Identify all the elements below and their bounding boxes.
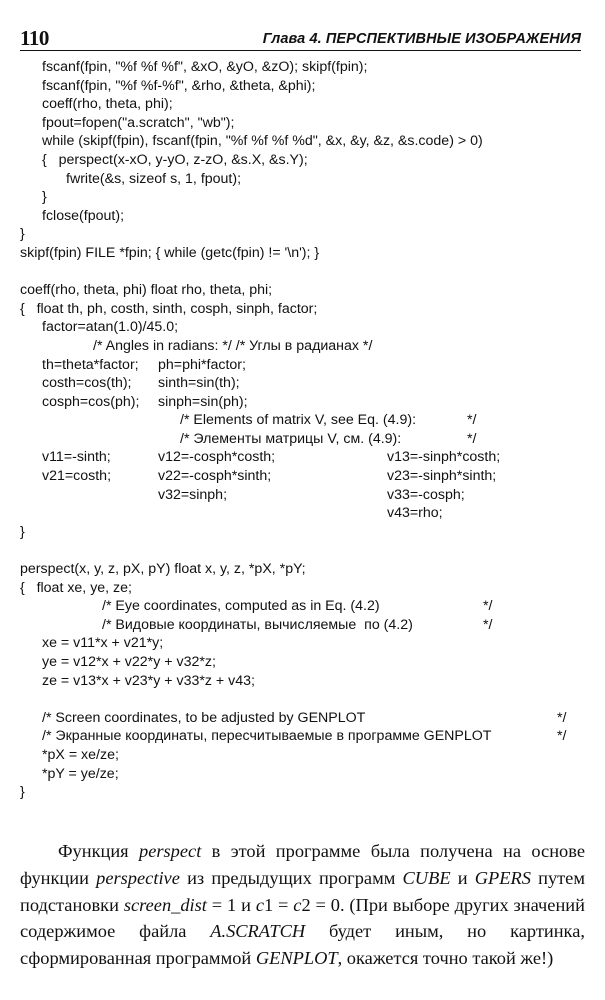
code-text: sinth=sin(th); <box>158 375 240 392</box>
code-line <box>20 58 590 77</box>
code-line <box>20 523 590 542</box>
code-text: cosph=cos(ph); <box>42 393 140 410</box>
code-text: ze = v13*x + v23*y + v33*z + v43; <box>42 672 255 689</box>
paragraph-text: Функция <box>58 841 139 862</box>
code-line <box>20 467 590 486</box>
blank-line <box>20 263 590 282</box>
code-line <box>20 393 590 412</box>
code-text: /* Видовые координаты, вычисляемые по (4.2) <box>102 616 413 633</box>
code-text: xe = v11*x + v21*y; <box>42 635 164 652</box>
code-text: */ <box>467 430 477 447</box>
paragraph-text: = 1 и <box>206 894 256 915</box>
code-text: /* Eye coordinates, computed as in Eq. (4.2) <box>102 598 380 615</box>
code-line <box>20 727 590 746</box>
code-text: v23=-sinph*sinth; <box>387 468 497 485</box>
code-line <box>20 709 590 728</box>
paragraph-text: из предыдущих программ <box>179 867 403 888</box>
code-text: /* Экранные координаты, пересчитываемые в программе GENPLOT <box>42 728 492 745</box>
code-text: factor=atan(1.0)/45.0; <box>42 319 179 336</box>
italic-term: perspective <box>96 867 180 888</box>
code-line <box>20 597 590 616</box>
code-line <box>20 765 590 784</box>
code-text: { float xe, ye, ze; <box>20 579 132 596</box>
code-text: th=theta*factor; <box>42 356 139 373</box>
code-line <box>20 579 590 598</box>
code-text: *pX = xe/ze; <box>42 746 119 763</box>
code-text: coeff(rho, theta, phi); <box>42 96 173 113</box>
code-text: ye = v12*x + v22*y + v32*z; <box>42 654 216 670</box>
code-text: sinph=sin(ph); <box>158 393 248 410</box>
code-text: { perspect(x-xO, y-yO, z-zO, &s.X, &s.Y); <box>42 151 308 168</box>
code-line <box>20 616 590 635</box>
code-listing <box>20 58 590 802</box>
paragraph-text: будет иным, но картинка, сформированная программой <box>20 921 585 968</box>
code-line <box>20 783 590 802</box>
code-line <box>20 77 590 96</box>
paragraph-text: и <box>450 867 475 888</box>
code-line <box>20 225 590 244</box>
code-text: v21=costh; <box>42 468 112 485</box>
code-line <box>20 188 590 207</box>
code-line <box>20 132 590 151</box>
code-line <box>20 151 590 170</box>
code-line <box>20 672 590 691</box>
code-text: v33=-cosph; <box>387 486 465 503</box>
running-header <box>20 26 581 52</box>
code-line <box>20 244 590 263</box>
blank-line <box>20 541 590 560</box>
italic-term: A.SCRATCH <box>210 921 306 942</box>
paragraph-text: в этой программе была получена на основе функции <box>20 841 585 888</box>
code-text: fpout=fopen("a.scratch", "wb"); <box>42 114 235 131</box>
code-text: */ <box>557 728 567 745</box>
code-text: } <box>42 189 47 206</box>
code-line <box>20 486 590 505</box>
code-line <box>20 95 590 114</box>
code-line <box>20 653 590 672</box>
italic-term: c <box>255 894 264 915</box>
code-text: ph=phi*factor; <box>158 356 246 373</box>
code-text: fscanf(fpin, "%f %f %f", &xO, &yO, &zO); skipf(fpin); <box>42 59 368 75</box>
code-text: */ <box>467 412 477 429</box>
code-text: } <box>20 784 25 801</box>
italic-term: c <box>293 894 302 915</box>
code-text: perspect(x, y, z, pX, pY) float x, y, z, *pX, *pY; <box>20 561 306 578</box>
code-text: /* Элементы матрицы V, см. (4.9): <box>180 430 402 447</box>
code-line <box>20 504 590 523</box>
code-line <box>20 207 590 226</box>
chapter-title: Глава 4. ПЕРСПЕКТИВНЫЕ ИЗОБРАЖЕНИЯ <box>262 31 581 47</box>
italic-term: perspect <box>139 841 202 862</box>
code-text: */ <box>483 598 493 615</box>
code-text: while (skipf(fpin), fscanf(fpin, "%f %f %f %d", &x, &y, &z, &s.code) > 0) <box>42 133 483 150</box>
italic-term: GPERS <box>474 867 531 888</box>
code-line <box>20 170 590 189</box>
code-line <box>20 300 590 319</box>
blank-line <box>20 690 590 709</box>
code-line <box>20 281 590 300</box>
paragraph-text: , окажется точно такой же!) <box>337 947 554 968</box>
code-text: { float th, ph, costh, sinth, cosph, sinph, factor; <box>20 300 318 317</box>
code-text: v13=-sinph*costh; <box>387 449 501 466</box>
header-rule <box>20 50 581 51</box>
code-text: /* Screen coordinates, to be adjusted by GENPLOT <box>42 709 366 726</box>
code-line <box>20 337 590 356</box>
code-line <box>20 356 590 375</box>
code-text: v12=-cosph*costh; <box>158 449 276 466</box>
code-text: fclose(fpout); <box>42 207 125 224</box>
code-text: v43=rho; <box>387 505 443 522</box>
paragraph-text: путем подстановки <box>20 867 585 915</box>
body-paragraph <box>20 838 585 971</box>
code-text: skipf(fpin) FILE *fpin; { while (getc(fpin) != '\n'); } <box>20 244 320 261</box>
code-text: v22=-cosph*sinth; <box>158 468 272 485</box>
code-line <box>20 411 590 430</box>
code-line <box>20 374 590 393</box>
code-text: coeff(rho, theta, phi) float rho, theta, phi; <box>20 282 273 299</box>
code-line <box>20 634 590 653</box>
code-text: v11=-sinth; <box>42 449 111 466</box>
code-line <box>20 430 590 449</box>
code-text: costh=cos(th); <box>42 375 132 392</box>
code-text: fscanf(fpin, "%f %f-%f", &rho, &theta, &phi); <box>42 77 316 94</box>
code-text: *pY = ye/ze; <box>42 765 119 782</box>
code-text: */ <box>483 616 493 633</box>
code-line <box>20 318 590 337</box>
code-text: /* Angles in radians: */ /* Углы в радианах */ <box>93 337 373 354</box>
italic-term: GENPLOT <box>255 947 338 968</box>
code-text: fwrite(&s, sizeof s, 1, fpout); <box>66 170 242 187</box>
paragraph-text: 1 = <box>263 894 294 915</box>
code-line <box>20 448 590 467</box>
italic-term: screen_dist <box>123 894 207 915</box>
page-number: 110 <box>20 26 49 50</box>
code-text: } <box>20 523 25 540</box>
code-text: v32=sinph; <box>158 486 228 503</box>
code-text: } <box>20 226 25 243</box>
italic-term: CUBE <box>402 867 451 888</box>
code-line <box>20 746 590 765</box>
code-line <box>20 114 590 133</box>
paragraph-text: 2 = 0. (При выборе других значений содержимое файла <box>20 894 585 942</box>
code-text: */ <box>557 709 567 726</box>
code-text: /* Elements of matrix V, see Eq. (4.9): <box>180 412 417 429</box>
code-line <box>20 560 590 579</box>
